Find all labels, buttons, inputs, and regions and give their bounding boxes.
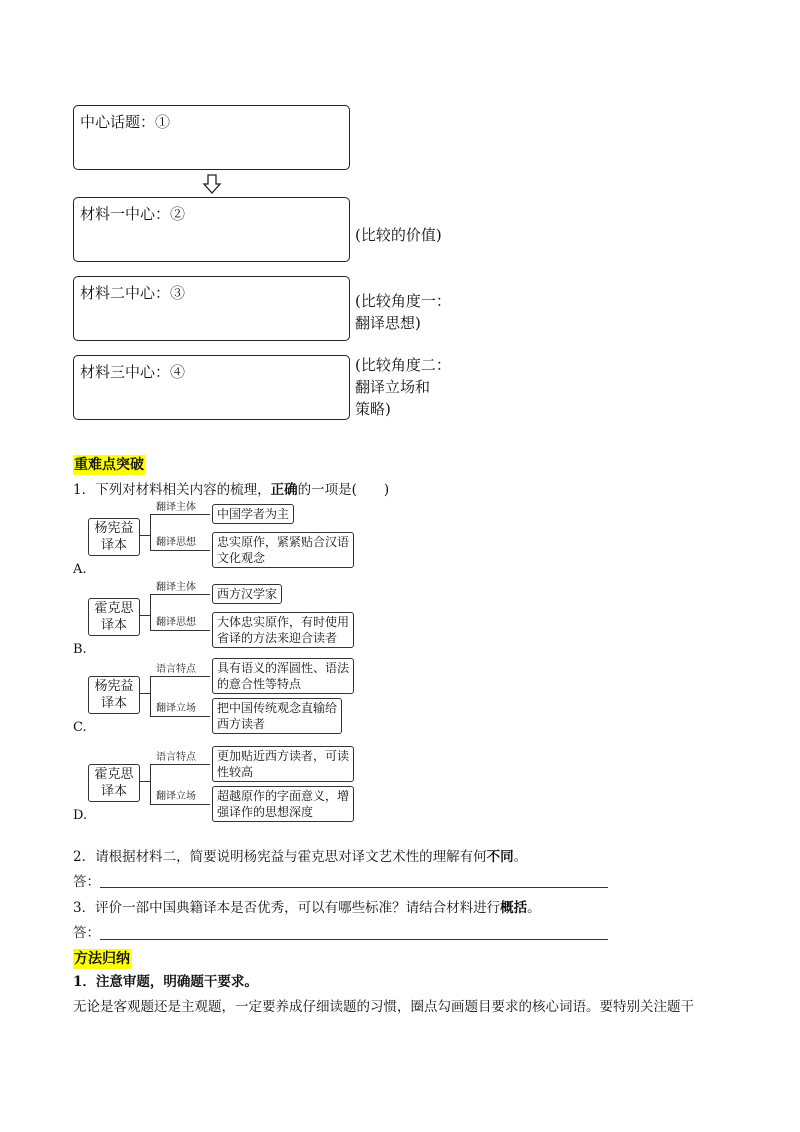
root-line: 杨宪益 [94,521,134,536]
box-line: 超越原作的字面意义，增 [217,789,350,803]
box-line: 忠实原作，紧紧贴合汉语 [217,535,350,549]
box-line: 西方汉学家 [217,587,278,601]
box-line: 的意合性等特点 [217,677,302,691]
connector-line [140,615,150,616]
branch-label: 翻译主体 [156,582,196,593]
box-line: 省译的方法来迎合读者 [217,631,338,645]
root-line: 霍克思 [94,601,134,616]
note-line: 策略) [355,400,391,418]
q3-stem-tail: 。 [527,900,541,916]
connector-line [140,535,150,536]
material1-text: 材料一中心：② [80,205,186,223]
central-topic-text: 中心话题：① [80,113,171,131]
connector-line [150,514,151,550]
root-line: 译本 [100,618,127,633]
option-letter[interactable]: A. [73,562,87,577]
method-paragraph: 无论是客观题还是主观题，一定要养成仔细读题的习惯，圈点勾画题目要求的核心词语。要特别关注题干 [73,999,694,1015]
option-letter[interactable]: D. [73,808,88,823]
material1-note [355,224,442,246]
note-line: (比较角度二： [355,356,451,374]
material1-box [73,197,350,262]
root-line: 霍克思 [94,767,134,782]
section-title-methods: 方法归纳 [74,951,130,967]
branch-label: 翻译立场 [156,703,196,714]
note-line: 翻译思想) [355,314,421,332]
branch-content-box [212,612,354,648]
branch-content-box [212,786,354,822]
box-line: 中国学者为主 [217,507,290,521]
material3-text: 材料三中心：④ [80,363,186,381]
branch-label: 翻译立场 [156,791,196,802]
q2-stem-text: 2．请根据材料二，简要说明杨宪益与霍克思对译文艺术性的理解有何 [73,849,487,865]
q2-stem-tail: 。 [513,849,528,865]
option-root-box [88,598,140,636]
box-line: 文化观念 [217,551,266,565]
connector-line [150,514,210,515]
branch-content-box [212,584,282,604]
branch-content-box [212,532,354,568]
connector-line [150,594,151,630]
option-letter[interactable]: C. [73,720,87,735]
branch-content-box [212,698,342,734]
question-1-stem [73,480,389,500]
connector-line [150,716,210,717]
question-2-stem [73,847,527,867]
q1-stem-text: 1．下列对材料相关内容的梳理， [73,482,271,498]
q2-answer-label: 答： [73,874,100,890]
branch-content-box [212,746,354,782]
option-diagram [88,502,388,574]
branch-label: 翻译思想 [156,537,196,548]
material2-box [73,276,350,341]
branch-label: 语言特点 [156,752,196,763]
branch-label: 翻译主体 [156,502,196,513]
root-line: 译本 [100,538,127,553]
option-root-box [88,676,140,714]
down-arrow-icon [202,174,222,194]
connector-line [150,550,210,551]
connector-line [150,676,210,677]
branch-label: 语言特点 [156,664,196,675]
q1-stem-tail: 的一项是( ) [297,482,390,498]
q1-stem-emphasis: 正确 [270,482,298,498]
material3-note [355,354,451,420]
root-line: 译本 [100,784,127,799]
q3-answer-label: 答： [73,925,100,941]
root-line: 杨宪益 [94,679,134,694]
option-diagram [88,582,388,654]
q3-answer-line[interactable] [100,939,608,940]
option-diagram [88,749,388,820]
q3-stem-text: 3．评价一部中国典籍译本是否优秀，可以有哪些标准？请结合材料进行 [73,900,501,916]
branch-label: 翻译思想 [156,617,196,628]
connector-line [150,804,210,805]
branch-content-box [212,504,294,524]
note-line: 翻译立场和 [355,378,431,396]
box-line: 西方读者 [217,717,266,731]
option-root-box [88,518,140,556]
box-line: 强译作的思想深度 [217,805,314,819]
central-topic-box [73,105,350,170]
box-line: 大体忠实原作，有时使用 [217,615,350,629]
section-title-difficulties: 重难点突破 [74,457,144,473]
question-3-stem [73,898,541,918]
option-letter[interactable]: B. [73,642,87,657]
option-diagram [88,661,388,732]
note-line: (比较的价值) [355,226,442,244]
connector-line [140,781,150,782]
q2-stem-emphasis: 不同 [486,849,514,865]
root-line: 译本 [100,696,127,711]
box-line: 性较高 [217,765,254,779]
connector-line [150,594,210,595]
material2-text: 材料二中心：③ [80,284,186,302]
material3-box [73,355,350,420]
material2-note [355,290,451,334]
q2-answer-line[interactable] [100,887,608,888]
box-line: 具有语义的浑圆性、语法 [217,661,350,675]
note-line: (比较角度一： [355,292,451,310]
connector-line [150,630,210,631]
connector-line [150,764,151,804]
branch-content-box [212,658,354,694]
connector-line [150,676,151,716]
connector-line [150,764,210,765]
connector-line [140,693,150,694]
q3-stem-emphasis: 概括 [500,900,528,916]
box-line: 更加贴近西方读者，可读 [217,749,350,763]
option-root-box [88,764,140,802]
box-line: 把中国传统观念直输给 [217,701,338,715]
method-point-1: 1．注意审题，明确题干要求。 [73,974,258,990]
